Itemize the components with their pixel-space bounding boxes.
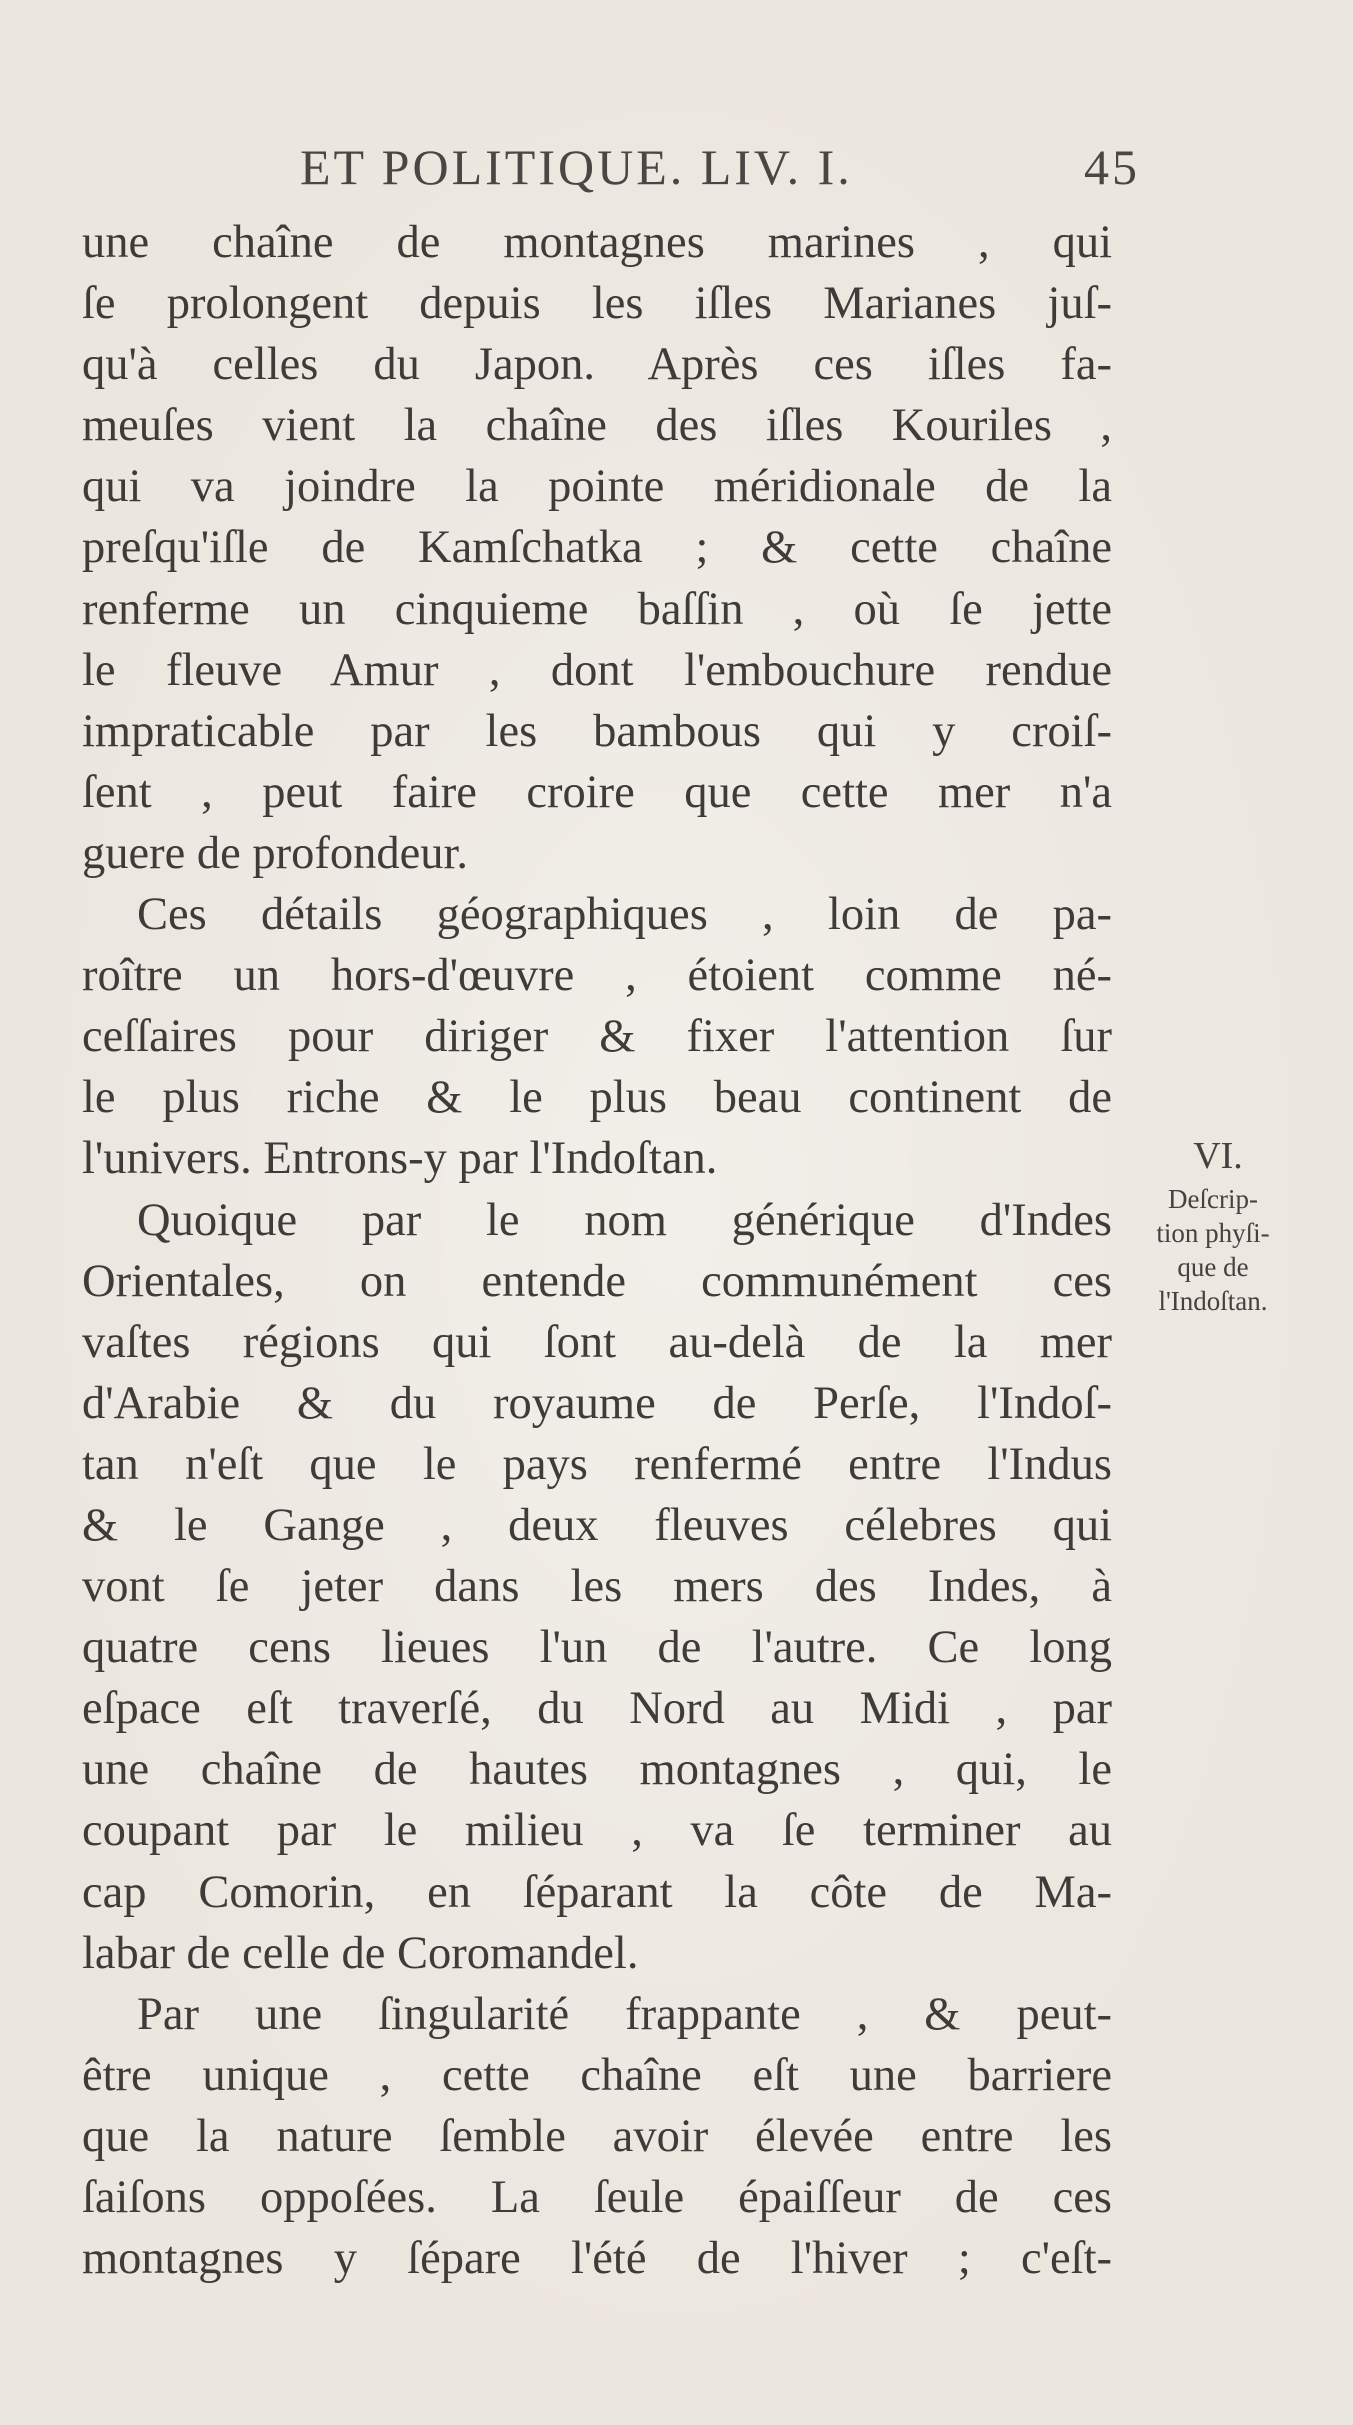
text-line: eſpace eſt traverſé, du Nord au Midi , par — [82, 1683, 1112, 1735]
text-line: Orientales, on entende communément ces — [82, 1255, 1112, 1307]
text-line: impraticable par les bambous qui y croiſ- — [82, 705, 1112, 757]
text-line: qui va joindre la pointe méridionale de la — [82, 461, 1112, 513]
margin-note-number: VI. — [1193, 1135, 1243, 1177]
body-text — [82, 212, 1112, 2289]
text-line: une chaîne de hautes montagnes , qui, le — [82, 1744, 1112, 1796]
margin-note-line: tion phyſi- — [1156, 1218, 1270, 1248]
text-line: vaſtes régions qui ſont au-delà de la mer — [82, 1316, 1112, 1368]
text-line: montagnes y ſépare l'été de l'hiver ; c'eſt- — [82, 2233, 1112, 2285]
text-line: que la nature ſemble avoir élevée entre les — [82, 2110, 1112, 2162]
text-line: roître un hors-d'œuvre , étoient comme né- — [82, 950, 1112, 1002]
margin-note-line: l'Indoſtan. — [1158, 1286, 1268, 1316]
text-line: le fleuve Amur , dont l'embouchure rendue — [82, 644, 1112, 696]
page-number: 45 — [1084, 139, 1140, 195]
text-line: être unique , cette chaîne eſt une barriere — [82, 2049, 1112, 2101]
text-line: une chaîne de montagnes marines , qui — [82, 217, 1112, 268]
text-line: le plus riche & le plus beau continent de — [82, 1072, 1112, 1124]
text-line: labar de celle de Coromandel. — [82, 1927, 639, 1979]
margin-note-line: que de — [1177, 1252, 1249, 1282]
text-line: ceſſaires pour diriger & fixer l'attention ſur — [82, 1011, 1112, 1063]
text-line: renferme un cinquieme baſſin , où ſe jette — [82, 583, 1112, 635]
text-line: ſent , peut faire croire que cette mer n'a — [82, 766, 1112, 818]
text-line: guere de profondeur. — [82, 827, 469, 879]
text-line: coupant par le milieu , va ſe terminer au — [82, 1805, 1112, 1857]
text-line: l'univers. Entrons-y par l'Indoſtan. — [82, 1133, 718, 1185]
margin-note — [1108, 1130, 1318, 1318]
text-line: ſaiſons oppoſées. La ſeule épaiſſeur de ces — [82, 2172, 1112, 2223]
paragraph-first-line: Par une ſingularité frappante , & peut- — [137, 1988, 1112, 2040]
running-title: ET POLITIQUE. LIV. I. — [300, 139, 853, 195]
paragraph-first-line: Ces détails géographiques , loin de pa- — [137, 889, 1112, 941]
text-line: cap Comorin, en ſéparant la côte de Ma- — [82, 1866, 1112, 1918]
text-line: preſqu'iſle de Kamſchatka ; & cette chaîne — [82, 522, 1112, 574]
text-line: & le Gange , deux fleuves célebres qui — [82, 1499, 1112, 1551]
text-line: meuſes vient la chaîne des iſles Kouriles , — [82, 400, 1112, 452]
page-header — [300, 138, 1140, 198]
text-line: d'Arabie & du royaume de Perſe, l'Indoſ- — [82, 1377, 1112, 1429]
margin-note-line: Deſcrip- — [1168, 1184, 1258, 1214]
text-line: tan n'eſt que le pays renfermé entre l'Indus — [82, 1438, 1112, 1490]
text-line: qu'à celles du Japon. Après ces iſles fa- — [82, 339, 1112, 391]
text-line: quatre cens lieues l'un de l'autre. Ce long — [82, 1622, 1112, 1674]
paragraph-first-line: Quoique par le nom générique d'Indes — [137, 1194, 1112, 1246]
text-line: ſe prolongent depuis les iſles Marianes juſ- — [82, 278, 1112, 330]
text-line: vont ſe jeter dans les mers des Indes, à — [82, 1561, 1112, 1613]
